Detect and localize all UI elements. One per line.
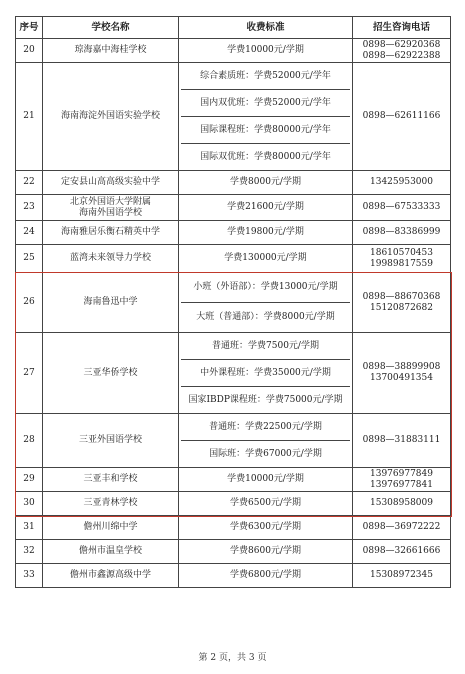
row-no: 21 [16, 63, 43, 171]
school-name-line: 儋州市温皇学校 [78, 546, 142, 556]
fee-item: 综合素质班：学费52000元/学年 [181, 63, 350, 90]
row-phone [353, 171, 451, 195]
table-row [16, 273, 451, 333]
school-name-line: 三亚丰和学校 [83, 474, 138, 484]
row-school [43, 468, 179, 492]
phone-line: 13976977849 [370, 468, 433, 479]
row-phone [353, 516, 451, 540]
row-fee [179, 414, 353, 468]
school-name-line: 琼海嘉中海桂学校 [74, 45, 147, 55]
phone-line: 0898—67533333 [362, 202, 441, 212]
fee-item: 大班（普通部）：学费8000元/学期 [196, 312, 335, 322]
school-name-line: 定安县山高高级实验中学 [60, 177, 160, 187]
row-school [43, 492, 179, 516]
row-fee: 学费10000元/学期 [179, 39, 353, 63]
fee-item: 中外课程班：学费35000元/学期 [181, 360, 350, 387]
fee-item: 国内双优班：学费52000元/学年 [181, 90, 350, 117]
row-fee: 学费19800元/学期 [179, 221, 353, 245]
row-school [43, 414, 179, 468]
row-school [43, 245, 179, 273]
row-phone [353, 39, 451, 63]
row-no: 31 [16, 516, 43, 540]
school-name-line: 三亚青林学校 [83, 498, 138, 508]
phone-line: 0898—32661666 [362, 546, 441, 556]
row-school [43, 540, 179, 564]
phone-line: 15308972345 [370, 570, 433, 580]
table-row [16, 540, 451, 564]
row-no: 32 [16, 540, 43, 564]
row-phone [353, 540, 451, 564]
header-phone: 招生咨询电话 [353, 17, 451, 39]
row-no: 24 [16, 221, 43, 245]
page-footer: 第 2 页，共 3 页 [198, 653, 267, 663]
table-row [16, 195, 451, 221]
row-fee: 学费6800元/学期 [179, 564, 353, 588]
row-phone [353, 492, 451, 516]
table-row [16, 63, 451, 171]
table-row [16, 564, 451, 588]
row-school [43, 39, 179, 63]
school-name-line: 儋州市鑫源高级中学 [69, 570, 151, 580]
header-fee: 收费标准 [179, 17, 353, 39]
phone-line: 13700491354 [370, 373, 433, 383]
phone-line: 0898—62611166 [362, 111, 441, 121]
phone-line: 13976977841 [370, 479, 433, 490]
row-fee: 学费10000元/学期 [179, 468, 353, 492]
row-phone [353, 195, 451, 221]
table-row [16, 245, 451, 273]
phone-line: 0898—31883111 [362, 435, 441, 445]
row-phone [353, 221, 451, 245]
phone-line: 0898—88670368 [362, 291, 441, 302]
fee-table [15, 16, 451, 588]
table-row [16, 516, 451, 540]
table-row [16, 221, 451, 245]
table-row [16, 468, 451, 492]
phone-line: 0898—62920368 [362, 39, 441, 50]
row-fee [179, 333, 353, 414]
fee-item: 国家IBDP课程班：学费75000元/学期 [188, 394, 343, 405]
row-fee: 学费8000元/学期 [179, 171, 353, 195]
row-no: 26 [16, 273, 43, 333]
phone-line: 0898—36972222 [362, 522, 441, 532]
row-no: 27 [16, 333, 43, 414]
phone-line: 0898—83386999 [362, 227, 441, 237]
table-row [16, 39, 451, 63]
row-school [43, 63, 179, 171]
fee-item: 小班（外语部）：学费13000元/学期 [181, 273, 350, 303]
row-no: 28 [16, 414, 43, 468]
table-row [16, 171, 451, 195]
phone-line: 18610570453 [370, 247, 433, 258]
table-header-row [16, 17, 451, 39]
phone-line: 19989817559 [370, 258, 433, 269]
row-no: 23 [16, 195, 43, 221]
row-school [43, 171, 179, 195]
row-school [43, 273, 179, 333]
phone-line: 0898—38899908 [362, 362, 441, 372]
row-phone [353, 245, 451, 273]
row-no: 22 [16, 171, 43, 195]
school-name-line: 海南外国语学校 [78, 207, 142, 218]
row-school [43, 333, 179, 414]
school-name-line: 海南鲁迅中学 [83, 297, 138, 307]
row-phone [353, 273, 451, 333]
row-school [43, 516, 179, 540]
fee-item: 普通班：学费7500元/学期 [181, 333, 350, 360]
row-no: 25 [16, 245, 43, 273]
fee-item: 国际课程班：学费80000元/学年 [181, 117, 350, 144]
row-fee [179, 63, 353, 171]
table-row [16, 492, 451, 516]
phone-line: 0898—62922388 [362, 50, 441, 61]
table-row [16, 333, 451, 414]
phone-line: 13425953000 [370, 177, 433, 187]
row-fee: 学费21600元/学期 [179, 195, 353, 221]
row-no: 29 [16, 468, 43, 492]
row-phone [353, 63, 451, 171]
school-name-line: 儋州川绵中学 [83, 522, 138, 532]
fee-item: 普通班：学费22500元/学期 [181, 414, 350, 441]
school-name-line: 三亚华侨学校 [83, 367, 138, 378]
row-no: 33 [16, 564, 43, 588]
row-school [43, 221, 179, 245]
school-name-line: 海南海淀外国语实验学校 [60, 111, 160, 121]
row-no: 20 [16, 39, 43, 63]
row-phone [353, 564, 451, 588]
row-school [43, 564, 179, 588]
fee-item: 国际双优班：学费80000元/学年 [200, 151, 331, 162]
school-name-line: 北京外国语大学附属 [69, 196, 151, 207]
table-row [16, 414, 451, 468]
row-phone [353, 414, 451, 468]
school-name-line: 蓝湾未来领导力学校 [69, 253, 151, 263]
row-fee [179, 273, 353, 333]
fee-item: 国际班：学费67000元/学期 [209, 448, 322, 459]
row-phone [353, 333, 451, 414]
row-fee: 学费6300元/学期 [179, 516, 353, 540]
row-fee: 学费6500元/学期 [179, 492, 353, 516]
row-phone [353, 468, 451, 492]
phone-line: 15120872682 [370, 302, 433, 313]
row-school [43, 195, 179, 221]
school-name-line: 三亚外国语学校 [78, 435, 142, 445]
phone-line: 15308958009 [370, 498, 433, 508]
header-no: 序号 [16, 17, 43, 39]
row-no: 30 [16, 492, 43, 516]
row-fee: 学费130000元/学期 [179, 245, 353, 273]
header-school: 学校名称 [43, 17, 179, 39]
row-fee: 学费8600元/学期 [179, 540, 353, 564]
school-name-line: 海南雅居乐衡石精英中学 [60, 227, 160, 237]
